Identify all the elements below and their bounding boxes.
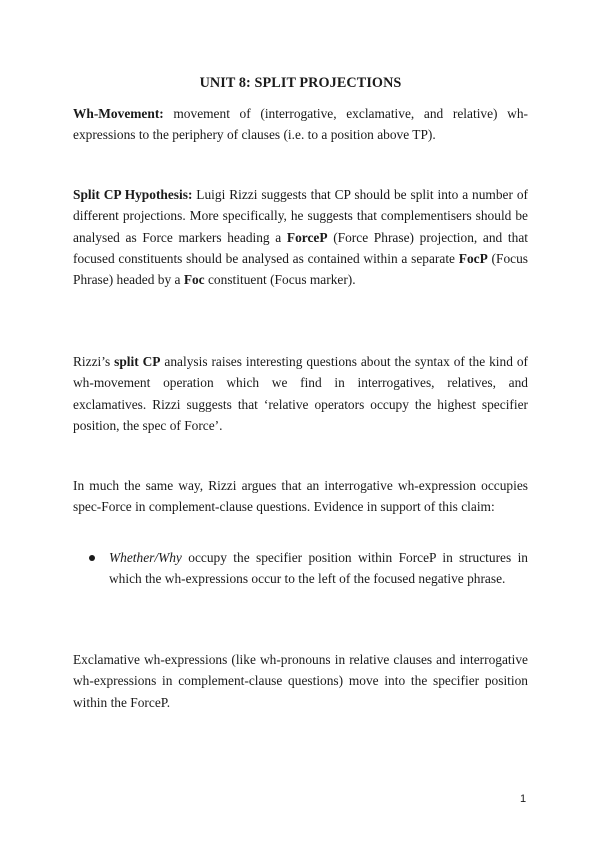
wh-movement-paragraph	[73, 103, 528, 146]
split-cp-paragraph	[73, 184, 528, 290]
split-cp-text-3: (Focus Phrase) headed by a	[73, 250, 528, 288]
bullet-icon	[89, 555, 95, 561]
wh-movement-definition: movement of (interrogative, exclamative, and relative) wh-expressions to the periphery of clauses (i.e. to a position above TP).	[73, 106, 528, 143]
rizzi-analysis-paragraph	[73, 351, 528, 436]
page-number: 1	[520, 793, 527, 805]
split-cp-bold: split CP	[114, 354, 161, 369]
evidence-list	[73, 547, 528, 590]
bullet-text: occupy the specifier position within ForceP in structures in which the wh-expressions occur to the left of the focused negative phrase.	[109, 550, 528, 587]
split-cp-text-2: (Force Phrase) projection, and that focused constituents should be analysed as contained within a separate	[73, 229, 528, 266]
exclamative-text: Exclamative wh-expressions (like wh-pronouns in relative clauses and interrogative wh-expressions in complement-clause questions) move into the specifier position within the ForceP.	[73, 652, 528, 710]
rizzi-text-1: Rizzi’s	[73, 354, 115, 369]
focp-term: FocP	[458, 250, 488, 266]
list-item	[73, 547, 528, 590]
wh-movement-term: Wh-Movement:	[73, 106, 164, 121]
split-cp-text-1: Luigi Rizzi suggests that CP should be split into a number of different projections. More specifically, he suggests that complementisers should be analysed as Force markers heading a	[73, 187, 528, 245]
rizzi-text-2: analysis raises interesting questions about the syntax of the kind of wh-movement operation which we find in interrogatives, relatives, and exclamatives. Rizzi suggests that ‘relative operators occupy the highest specifier position, the spec of Force’.	[73, 354, 528, 433]
interrogative-text: In much the same way, Rizzi argues that an interrogative wh-expression occupies spec-Force in complement-clause questions. Evidence in support of this claim:	[73, 478, 528, 515]
foc-term: Foc	[183, 272, 205, 288]
forcep-term: ForceP	[286, 229, 328, 245]
interrogative-paragraph	[73, 475, 528, 518]
exclamative-paragraph	[73, 649, 528, 713]
page-title: UNIT 8: SPLIT PROJECTIONS	[199, 75, 402, 91]
split-cp-term: Split CP Hypothesis:	[73, 187, 193, 202]
whether-why-term: Whether/Why	[109, 550, 182, 565]
split-cp-text-4: constituent (Focus marker).	[204, 272, 356, 288]
